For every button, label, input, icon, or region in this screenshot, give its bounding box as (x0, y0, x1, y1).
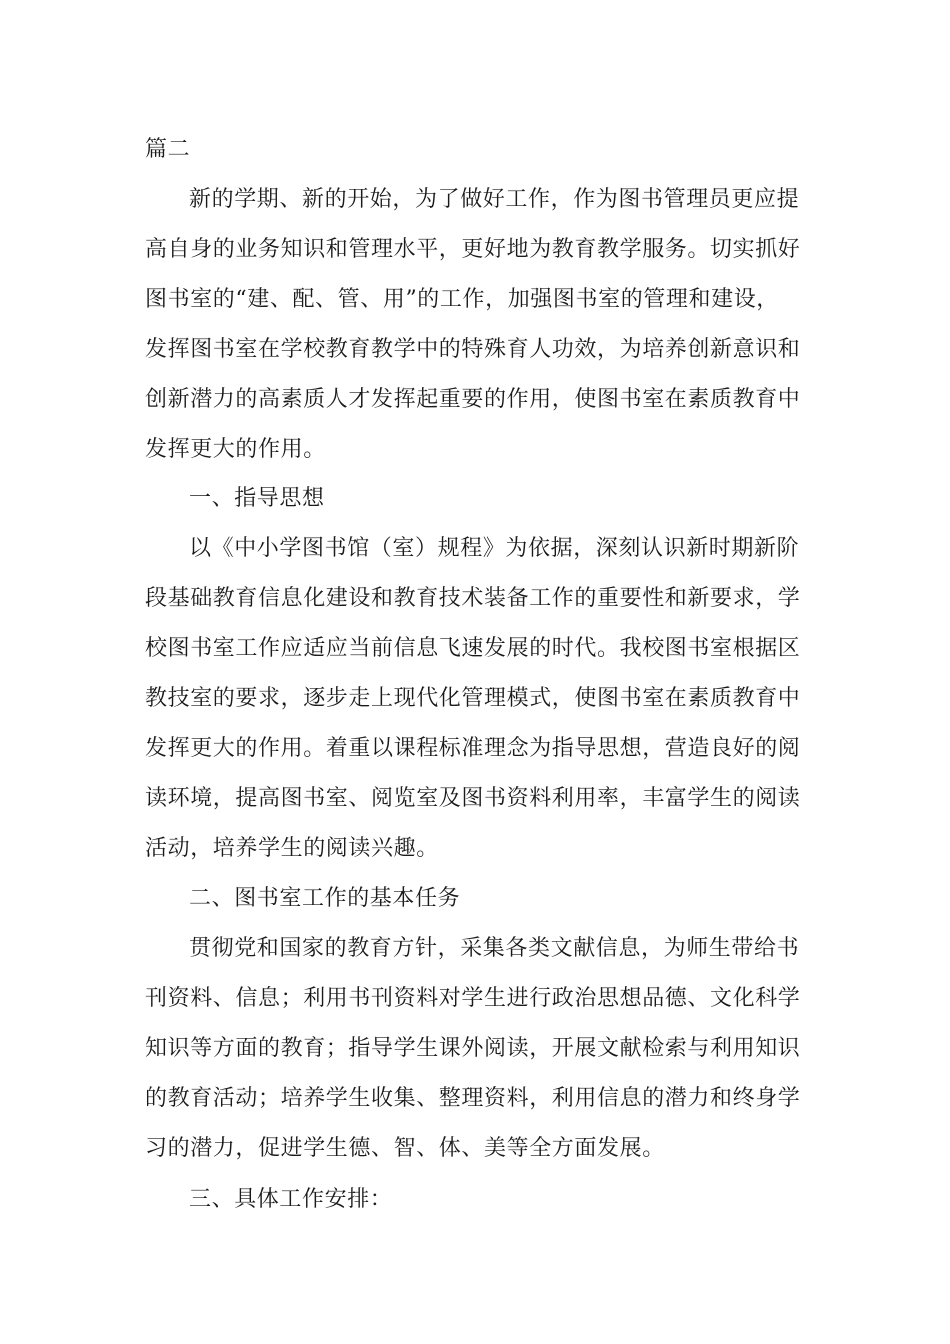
text-line: 发挥更大的作用。着重以课程标准理念为指导思想，营造良好的阅 (145, 736, 801, 761)
text-line: 发挥更大的作用。 (145, 437, 326, 462)
text-line: 贯彻党和国家的教育方针，采集各类文献信息，为师生带给书 (189, 936, 800, 961)
text-line: 高自身的业务知识和管理水平，更好地为教育教学服务。切实抓好 (145, 237, 801, 262)
text-line: 知识等方面的教育；指导学生课外阅读，开展文献检索与利用知识 (145, 1036, 801, 1061)
text-line: 教技室的要求，逐步走上现代化管理模式，使图书室在素质教育中 (145, 686, 801, 711)
heading-basic-tasks: 二、图书室工作的基本任务 (189, 886, 461, 911)
text-line: 段基础教育信息化建设和教育技术装备工作的重要性和新要求，学 (145, 586, 801, 611)
heading-work-arrangements: 三、具体工作安排： (189, 1187, 393, 1212)
text-line: 习的潜力，促进学生德、智、体、美等全方面发展。 (145, 1136, 665, 1161)
text-line: 活动，培养学生的阅读兴趣。 (145, 836, 439, 861)
text-line: 图书室的“建、配、管、用”的工作，加强图书室的管理和建设， (145, 287, 779, 312)
text-line: 校图书室工作应适应当前信息飞速发展的时代。我校图书室根据区 (145, 636, 801, 661)
section-title: 篇二 (145, 137, 191, 162)
text-line: 新的学期、新的开始，为了做好工作，作为图书管理员更应提 (189, 187, 800, 212)
text-line: 以《中小学图书馆（室）规程》为依据，深刻认识新时期新阶 (189, 536, 800, 561)
text-line: 刊资料、信息；利用书刊资料对学生进行政治思想品德、文化科学 (145, 986, 801, 1011)
text-line: 创新潜力的高素质人才发挥起重要的作用，使图书室在素质教育中 (145, 387, 801, 412)
heading-guiding-ideology: 一、指导思想 (189, 486, 325, 511)
text-line: 读环境，提高图书室、阅览室及图书资料利用率，丰富学生的阅读 (145, 786, 801, 811)
text-line: 的教育活动；培养学生收集、整理资料，利用信息的潜力和终身学 (145, 1086, 801, 1111)
text-line: 发挥图书室在学校教育教学中的特殊育人功效，为培养创新意识和 (145, 337, 801, 362)
